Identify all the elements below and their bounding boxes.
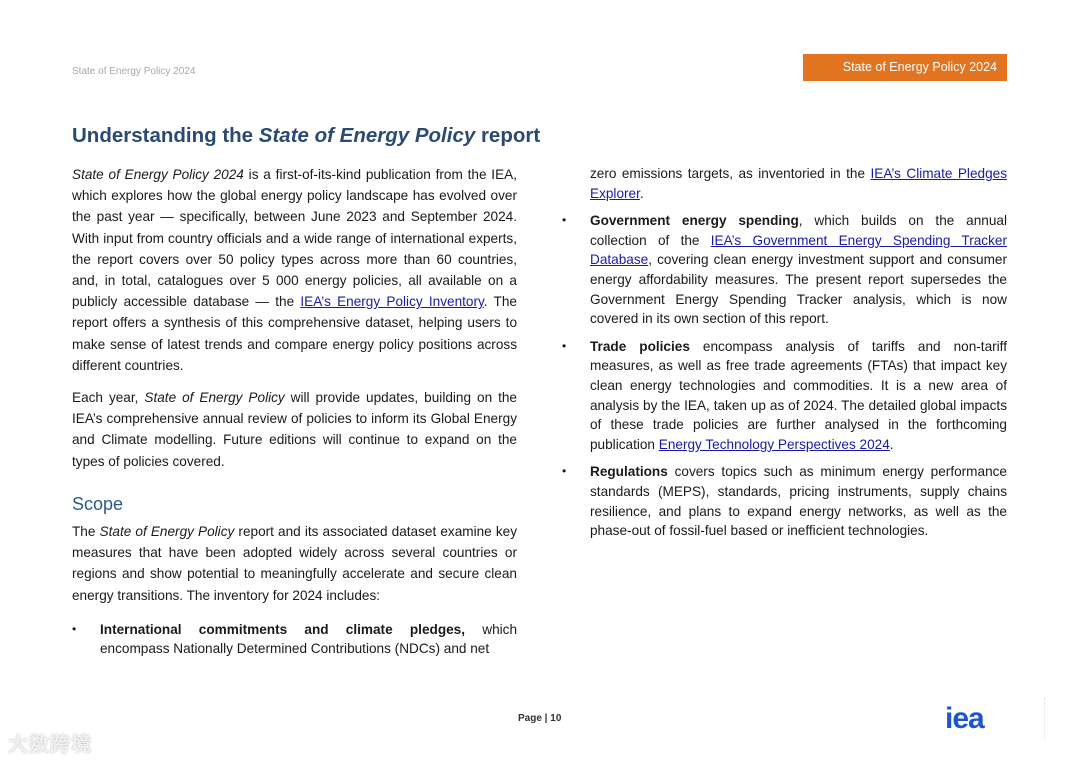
license-tag-icon: [1044, 698, 1051, 740]
energy-policy-inventory-link[interactable]: IEA’s Energy Policy Inventory: [300, 294, 484, 310]
bullet-government-spending: [562, 211, 1007, 329]
scope-bullet-list: [72, 620, 517, 659]
intro-text: is a first-of-its-kind publication from the IEA, which explores how the global energy policy landscape has evolved over the past year — specifically, between June 2023 and September 2024. With input from country officials and a wide range of international experts, the report covers over 50 policy types across more than 60 countries, and, in total, catalogues over 5 000 energy policies, all available on a publicly accessible database — the: [72, 167, 517, 310]
climate-pledges-explorer-link[interactable]: IEA’s Climate Pledges Explorer: [590, 166, 1007, 201]
scope-italic: State of Energy Policy: [99, 524, 235, 540]
bullet-bold: Trade policies: [590, 338, 690, 354]
spending-tracker-link[interactable]: IEA’s Government Energy Spending Tracker Database: [590, 232, 1007, 268]
title-text: Understanding the: [72, 124, 259, 147]
bullet-international-commitments: [72, 620, 517, 659]
bullet-text: covers topics such as minimum energy performance standards (MEPS), standards, pricing instruments, supply chains resilience, and plans to expand energy networks, as well as the phase-out of fossil-fuel based or inefficient technologies.: [590, 464, 1007, 539]
scope-text: The: [72, 524, 100, 540]
page-number: Page | 10: [518, 713, 562, 724]
intro-text-after: . The report offers a synthesis of this comprehensive dataset, helping users to make sense of latest trends and compare energy policy positions across different countries.: [72, 294, 517, 373]
bullet-text-after: .: [639, 185, 644, 201]
right-column: [562, 164, 1007, 549]
bullet-text: , which builds on the annual collection of the: [590, 213, 1007, 248]
bullet-icon: •: [562, 338, 567, 353]
left-column: [72, 164, 517, 667]
intro-paragraph-2: [72, 387, 517, 472]
scope-heading: Scope: [72, 493, 124, 514]
bullet-icon: •: [562, 213, 567, 228]
section-tab-badge: State of Energy Policy 2024: [803, 54, 1007, 81]
bullet-text-after: .: [889, 436, 894, 452]
intro-paragraph-1: [72, 164, 517, 376]
bullet-icon: •: [72, 621, 77, 636]
etp-2024-link[interactable]: Energy Technology Perspectives 2024: [658, 436, 890, 452]
scope-bullet-list-continued: [562, 211, 1007, 541]
scope-paragraph: [72, 521, 517, 606]
bullet-bold: Regulations: [590, 464, 668, 480]
p2-italic: State of Energy Policy: [144, 390, 285, 406]
bullet-regulations: [562, 462, 1007, 540]
title-text-end: report: [475, 124, 541, 147]
bullet-text: encompass analysis of tariffs and non-tariff measures, as well as free trade agreements (FTAs) that impact key clean energy technologies and commodities. It is a new area of analysis by the IEA, taken up as of 2024. The detailed global impacts of these trade policies are further analysed in the forthcoming publication: [590, 338, 1007, 452]
bullet-text-after: , covering clean energy investment support and consumer energy affordability measures. The present report supersedes the Government Energy Spending Tracker analysis, which is now covered in its own section of this report.: [590, 252, 1007, 327]
running-head: State of Energy Policy 2024: [72, 66, 196, 77]
intro-italic: State of Energy Policy 2024: [72, 167, 244, 182]
bullet-bold: International commitments and climate pledges,: [100, 621, 466, 637]
bullet-continuation: [562, 164, 1007, 203]
bullet-bold: Government energy spending: [590, 213, 799, 229]
title-italic: State of Energy Policy: [258, 124, 476, 147]
p2-text-after: will provide updates, building on the IEA’s comprehensive annual review of policies to inform its Global Energy and Climate modelling. Future editions will continue to expand on the types of policies covered.: [72, 390, 517, 469]
p2-text: Each year,: [72, 390, 145, 406]
watermark: 大数跨境: [8, 734, 92, 756]
iea-logo-icon: iea: [945, 702, 984, 735]
scope-text-after: report and its associated dataset examine key measures that have been adopted widely across several countries or regions and show potential to meaningfully accelerate and secure clean energy transitions. The inventory for 2024 includes:: [72, 524, 518, 603]
page-title: [72, 124, 540, 148]
bullet-trade-policies: [562, 337, 1007, 455]
bullet-text: which encompass Nationally Determined Contributions (NDCs) and net: [100, 621, 518, 657]
bullet-text: zero emissions targets, as inventoried in the: [590, 166, 871, 181]
bullet-icon: •: [562, 464, 567, 479]
